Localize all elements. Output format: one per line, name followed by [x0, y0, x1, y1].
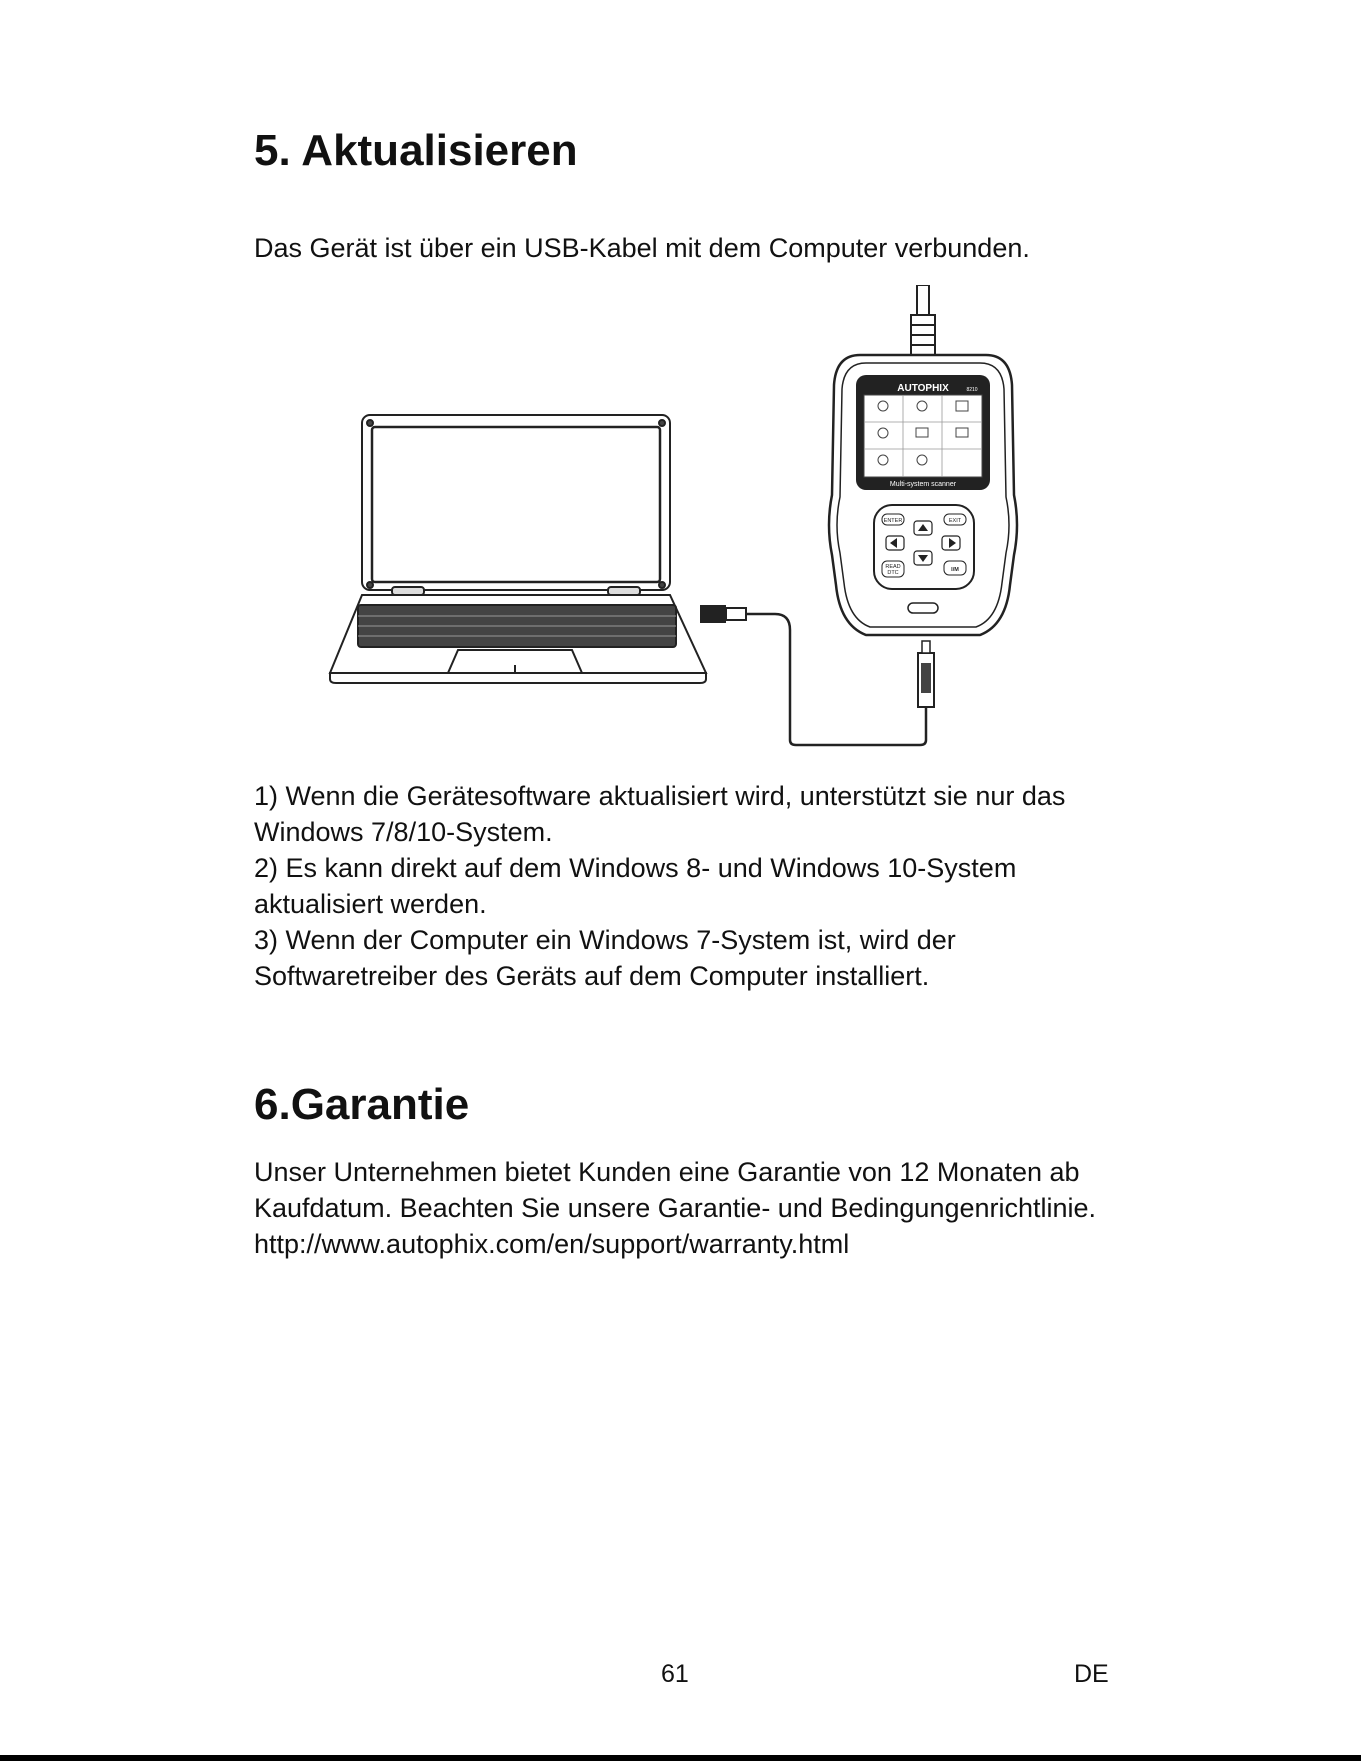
- update-steps-list: [254, 778, 1134, 994]
- device-brand: AUTOPHIX: [897, 383, 949, 394]
- mini-usb-plug-icon: [918, 641, 934, 707]
- update-intro-text: Das Gerät ist über ein USB-Kabel mit dem Computer verbunden.: [254, 233, 1030, 263]
- obd-cable-icon: [911, 285, 935, 355]
- warranty-text: Unser Unternehmen bietet Kunden eine Garantie von 12 Monaten ab Kaufdatum. Beachten Sie unsere Garantie- und Bedingungenrichtlinie.: [254, 1157, 1097, 1223]
- dtc-button-label: DTC: [887, 570, 899, 576]
- usb-plug-icon: [700, 605, 746, 623]
- update-step-item: 3) Wenn der Computer ein Windows 7-System ist, wird der Softwaretreiber des Geräts auf dem Computer installiert.: [254, 925, 956, 991]
- exit-button-label: EXIT: [948, 518, 962, 524]
- bottom-border: [0, 1755, 1361, 1761]
- read-button-label: READ: [885, 564, 901, 570]
- device-model: 8210: [966, 387, 978, 393]
- update-step-item: 1) Wenn die Gerätesoftware aktualisiert wird, unterstützt sie nur das Windows 7/8/10-System.: [254, 781, 1066, 847]
- laptop-scanner-connection-illustration: [320, 285, 1040, 755]
- page-number: 61: [661, 1660, 689, 1688]
- section-title-update: 5. Aktualisieren: [254, 126, 578, 175]
- language-code: DE: [1074, 1660, 1109, 1688]
- laptop-icon: [330, 415, 706, 683]
- obd-scanner-device: [829, 355, 1017, 635]
- section-title-warranty: 6.Garantie: [254, 1080, 470, 1129]
- warranty-link[interactable]: http://www.autophix.com/en/support/warranty.html: [254, 1229, 850, 1259]
- im-button-label: I/M: [951, 567, 959, 573]
- device-caption: Multi-system scanner: [889, 481, 957, 488]
- update-step-item: 2) Es kann direkt auf dem Windows 8- und Windows 10-System aktualisiert werden.: [254, 853, 1017, 919]
- warranty-body: [254, 1154, 1134, 1262]
- enter-button-label: ENTER: [883, 518, 903, 524]
